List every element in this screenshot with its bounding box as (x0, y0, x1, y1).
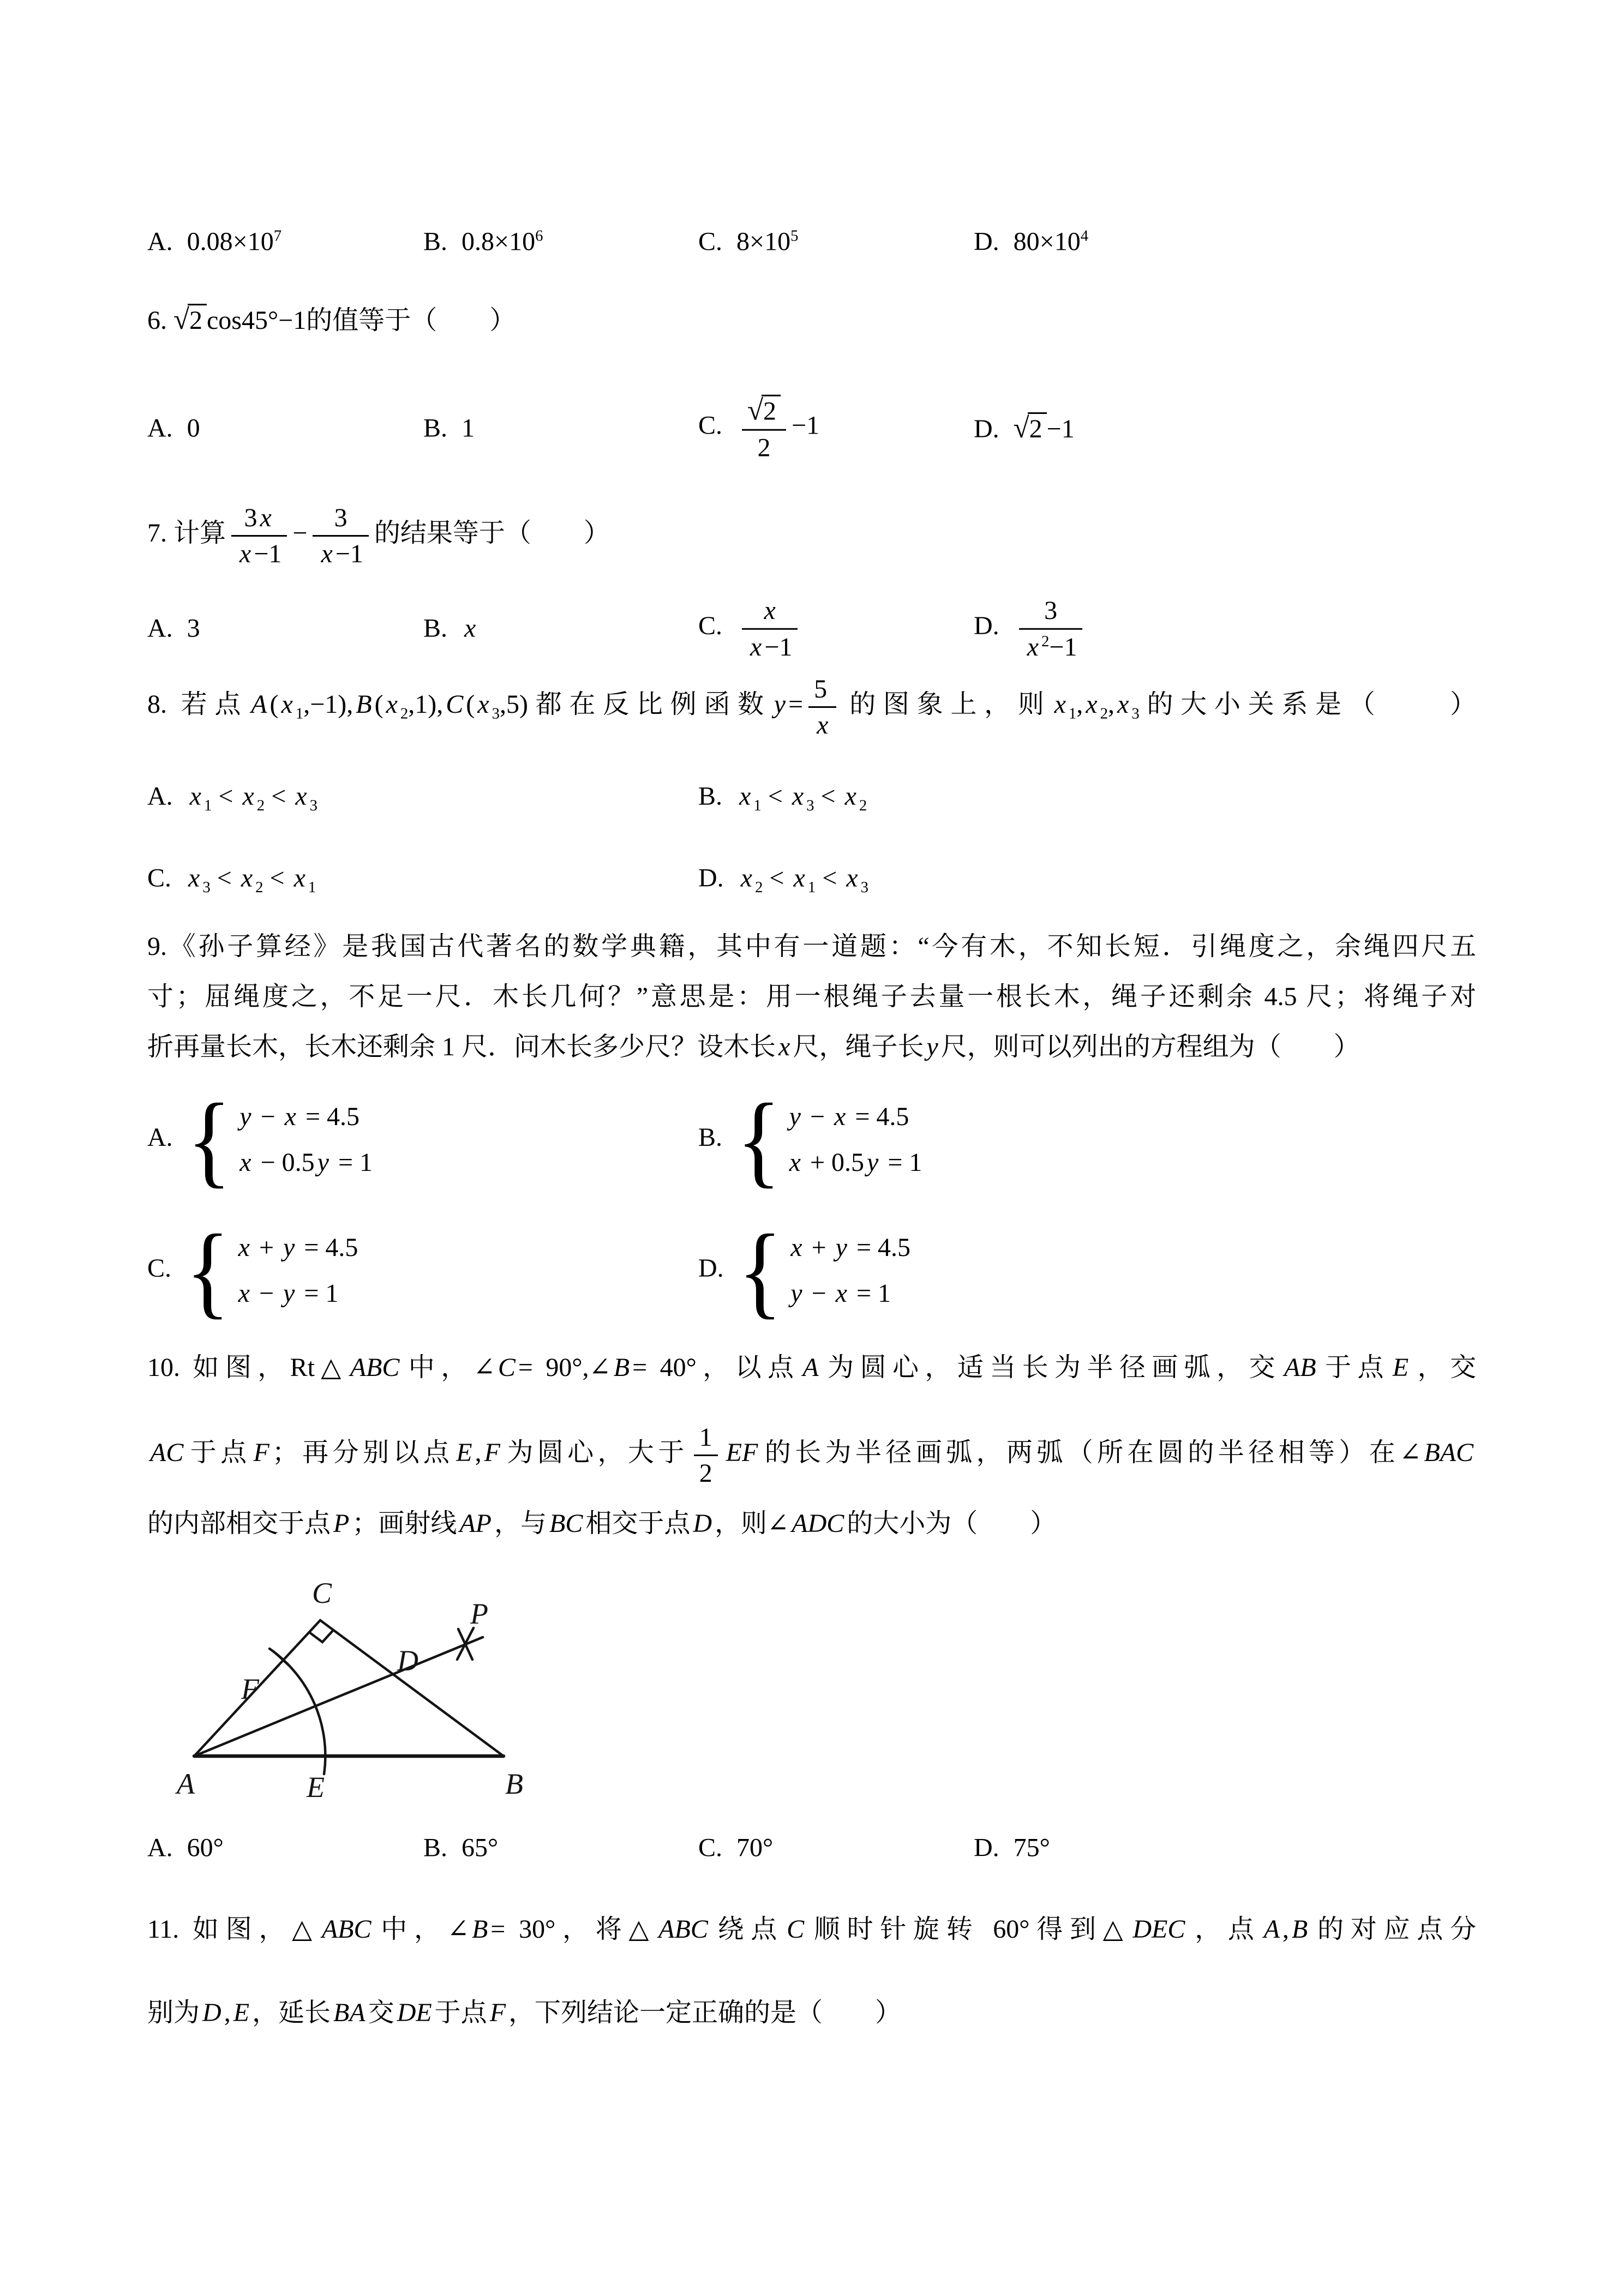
right-angle-mark (309, 1630, 333, 1642)
option-label: B. (423, 614, 448, 643)
q5-option-a (147, 226, 281, 256)
figure-label-F: F (241, 1673, 259, 1705)
system-equation: x + y = 4.5 (238, 1233, 358, 1262)
q9-option-c (147, 1213, 358, 1328)
option-label: D. (974, 227, 999, 256)
option-label: A. (147, 614, 173, 643)
option-value: x (464, 614, 476, 643)
option-label: B. (698, 1122, 723, 1152)
option-label: C. (698, 611, 723, 641)
fraction: $\frac{5}{x}$ (808, 674, 836, 741)
option-label: D. (974, 1833, 999, 1862)
system-equation: x + 0.5 y = 1 (789, 1147, 922, 1177)
q6-option-b (423, 413, 475, 443)
system-brace: { (185, 1213, 230, 1328)
option-value (185, 1213, 358, 1328)
option-value: 60° (187, 1833, 224, 1862)
option-label: C. (147, 1253, 172, 1283)
option-label: A. (147, 413, 173, 443)
q7-option-c (698, 595, 803, 662)
radical: √2 (747, 395, 781, 426)
option-value: $0.08\times 10^7$ (187, 227, 282, 256)
option-value: $8\times 10^5$ (736, 227, 799, 256)
equation-system (736, 1082, 922, 1197)
q9-option-d (698, 1213, 911, 1328)
q9-options-row-1 (147, 1082, 1476, 1197)
q11-line-2 (147, 1988, 1476, 2038)
option-value: 70° (736, 1833, 774, 1862)
q6-option-d (974, 412, 1075, 444)
q8-option-c (147, 863, 316, 896)
option-label: D. (974, 611, 999, 641)
system-equation: x − 0.5 y = 1 (239, 1147, 373, 1177)
option-value (736, 1082, 922, 1197)
q8-option-a (147, 781, 317, 814)
q5-option-c (698, 226, 799, 256)
option-value: 3 (187, 614, 200, 643)
fraction: $\frac{3 x}{x -1}$ (231, 502, 287, 569)
figure-label-D: D (397, 1644, 418, 1677)
q10-text-2: AC 于点 F ；再分别以点 E , F 为圆心，大于 $\frac{1}{2}$ EF 的长为半径画弧，两弧（所在圆的半径相等）在∠ BAC (150, 1422, 1473, 1488)
q10-geometry-figure (164, 1562, 546, 1824)
q6-stem-text: 6. √2 cos45°−1的值等于（ ） (147, 306, 516, 335)
system-brace: { (736, 1082, 781, 1197)
q8-option-b (698, 781, 867, 814)
option-value: $\frac{√2}{2}$ −1 (736, 411, 819, 440)
option-label: A. (147, 227, 173, 256)
q10-option-c (698, 1832, 773, 1862)
figure-label-C: C (312, 1577, 332, 1609)
q9-text-3: 折再量长木，长木还剩余 1 尺．问木长多少尺？设木长 x 尺，绳子长 y 尺，则可以列出的方程组为（ ） (147, 1032, 1360, 1061)
equation-system (738, 1213, 911, 1328)
option-value (738, 1213, 911, 1328)
option-value (736, 596, 803, 662)
q9-line-3 (147, 1022, 1476, 1072)
option-label: C. (698, 1833, 723, 1862)
q9-option-a (147, 1082, 373, 1197)
option-label: C. (698, 411, 723, 441)
q10-option-d (974, 1832, 1050, 1862)
q8-option-d (698, 863, 868, 896)
q5-option-b (423, 226, 543, 256)
system-equation: x + y = 4.5 (790, 1233, 911, 1262)
q6-options-row (147, 384, 1476, 472)
q10-options-row (147, 1827, 1476, 1868)
q9-line-1 (147, 922, 1476, 972)
q7-stem-text: 7. 计算 $\frac{3 x}{x -1}$ − $\frac{3}{x -1}$ 的结果等于（ ） (147, 503, 610, 569)
fraction: $\frac{x}{x -1}$ (742, 595, 798, 662)
q10-text-3: 的内部相交于点 P ；画射线 AP ，与 BC 相交于点 D ，则∠ ADC 的大小为（ ） (147, 1509, 1057, 1538)
option-value: x $_2$ < x $_1$ < x $_3$ (740, 863, 868, 896)
option-label: A. (147, 782, 173, 810)
option-label: D. (698, 863, 724, 892)
radical: √2 (1014, 412, 1047, 444)
option-label: A. (147, 1122, 173, 1152)
fraction: $\frac{1}{2}$ (694, 1422, 718, 1489)
option-value: $0.8\times 10^6$ (462, 227, 543, 256)
q8-options-row-1 (147, 776, 1476, 816)
option-label: B. (423, 413, 448, 443)
option-value (1014, 596, 1088, 662)
q8-stem (147, 666, 1476, 743)
system-equation: x − y = 1 (238, 1278, 339, 1308)
option-value: √2 −1 (1013, 412, 1075, 444)
option-label: D. (974, 414, 999, 443)
q7-option-b (423, 614, 478, 644)
option-value: 0 (187, 413, 200, 443)
q5-options-row (147, 221, 1476, 262)
ray-AP (194, 1637, 483, 1756)
q11-text-1: 11. 如图，△ ABC 中，∠ B = 30°，将△ ABC 绕点 C 顺时针旋转 60°得到△ DEC ，点 A , B 的对应点分 (147, 1915, 1476, 1944)
q10-line-2 (147, 1406, 1476, 1500)
fraction: $\frac{3}{x -1}$ (313, 502, 368, 569)
system-equation: y − x = 4.5 (239, 1102, 360, 1131)
q7-stem (147, 494, 1476, 573)
option-label: D. (698, 1253, 724, 1283)
q6-option-a (147, 413, 200, 443)
system-equation: y − x = 4.5 (789, 1102, 909, 1131)
option-value: 1 (462, 413, 475, 443)
option-label: B. (423, 227, 448, 256)
q9-options-row-2 (147, 1213, 1476, 1328)
option-value: 65° (462, 1833, 499, 1862)
figure-label-P: P (470, 1597, 488, 1630)
option-value: x $_1$ < x $_3$ < x $_2$ (739, 782, 867, 814)
q10-line-3 (147, 1499, 1476, 1549)
option-label: B. (423, 1833, 448, 1862)
q11-line-1 (147, 1904, 1476, 1955)
radical: √2 (173, 300, 207, 341)
option-label: A. (147, 1833, 173, 1862)
figure-label-A: A (177, 1768, 195, 1800)
option-value: 75° (1013, 1833, 1050, 1862)
q10-option-a (147, 1832, 224, 1862)
option-value (187, 1082, 373, 1197)
option-value: x $_3$ < x $_2$ < x $_1$ (188, 863, 316, 896)
q8-stem-text: 8. 若点 A ( x $_1$,−1), B ( x $_2$,1), C ( x $_3$,5)都在反比例函数 y = $\frac{5}{x}$ 的图象上，则 x $_1$, x $_2$, x $_3$的大小关系是（ ） (147, 674, 1476, 740)
q10-option-b (423, 1832, 498, 1862)
q7-option-d (974, 595, 1088, 662)
system-brace: { (187, 1082, 232, 1197)
equation-system (187, 1082, 373, 1197)
option-value: $80\times 10^4$ (1013, 227, 1089, 256)
q5-option-d (974, 226, 1088, 256)
system-brace: { (738, 1213, 783, 1328)
option-label: B. (698, 782, 723, 810)
q6-stem (147, 300, 1476, 341)
q7-option-a (147, 614, 200, 644)
q9-text-2: 寸；屈绳度之，不足一尺．木长几何？”意思是：用一根绳子去量一根长木，绳子还剩余 4.5 尺；将绳子对 (147, 982, 1476, 1011)
q10-text-1: 10. 如图，Rt△ ABC 中，∠ C = 90°,∠ B = 40°，以点 A 为圆心，适当长为半径画弧，交 AB 于点 E ，交 (147, 1353, 1476, 1382)
q10-line-1 (147, 1343, 1476, 1393)
q9-text-1: 9.《孙子算经》是我国古代著名的数学典籍，其中有一道题：“今有木，不知长短．引绳度之，余绳四尺五 (147, 932, 1476, 961)
option-label: C. (698, 227, 723, 256)
option-value: x $_1$ < x $_2$ < x $_3$ (189, 782, 317, 814)
q9-line-2 (147, 972, 1476, 1022)
figure-label-B: B (505, 1768, 523, 1800)
equation-system (185, 1213, 358, 1328)
system-equation: y − x = 1 (790, 1278, 891, 1308)
fraction: $\frac{√2}{2}$ (742, 394, 786, 463)
option-label: C. (147, 863, 172, 892)
fraction: $\frac{3}{x ^2-1}$ (1019, 595, 1083, 662)
q8-options-row-2 (147, 857, 1476, 898)
q6-option-c (698, 394, 819, 463)
q7-options-row (147, 585, 1476, 672)
q9-option-b (698, 1082, 922, 1197)
q11-text-2: 别为 D , E ，延长 BA 交 DE 于点 F ，下列结论一定正确的是（ ） (147, 1998, 902, 2027)
figure-label-E: E (307, 1771, 325, 1804)
